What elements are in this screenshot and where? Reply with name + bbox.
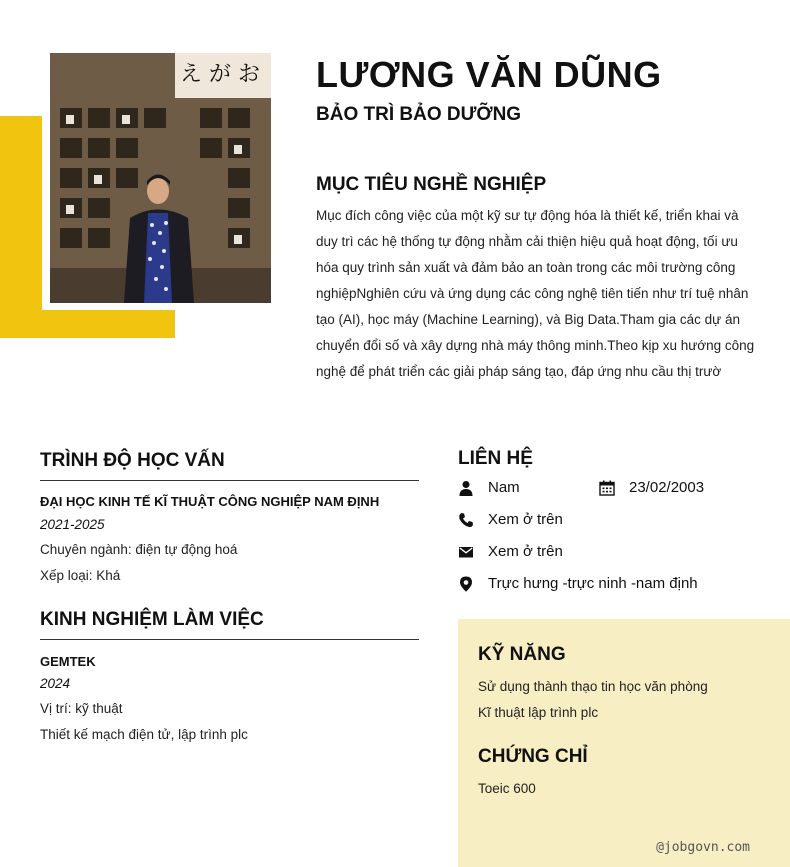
certificate-item: Toeic 600 bbox=[478, 781, 536, 796]
objective-heading: MỤC TIÊU NGHỀ NGHIỆP bbox=[316, 174, 547, 195]
contact-gender bbox=[458, 479, 520, 496]
email-value: Xem ở trên bbox=[488, 543, 563, 560]
address-value: Trực hưng -trực ninh -nam định bbox=[488, 575, 698, 592]
accent-bar-vertical bbox=[0, 116, 42, 338]
education-heading: TRÌNH ĐỘ HỌC VẤN bbox=[40, 450, 225, 471]
contact-phone bbox=[458, 511, 563, 528]
contact-address bbox=[458, 575, 698, 592]
birthday-value: 23/02/2003 bbox=[629, 479, 705, 496]
skill-item: Kĩ thuật lập trình plc bbox=[478, 705, 599, 720]
education-major: Chuyên ngành: điện tự động hoá bbox=[40, 542, 238, 557]
calendar-icon bbox=[599, 480, 615, 496]
accent-bar-horizontal bbox=[0, 310, 175, 338]
phone-icon bbox=[458, 512, 474, 528]
contact-birthday bbox=[599, 479, 704, 496]
experience-heading: KINH NGHIỆM LÀM VIỆC bbox=[40, 609, 264, 630]
experience-divider bbox=[40, 639, 419, 640]
location-pin-icon bbox=[458, 576, 474, 592]
svg-text:え が お: え が お bbox=[180, 62, 260, 87]
experience-year: 2024 bbox=[40, 676, 71, 691]
contact-heading: LIÊN HỆ bbox=[458, 448, 533, 469]
objective-text: Mục đích công việc của một kỹ sư tự động hóa là thiết kế, triển khai và duy trì các hệ thống tự động nhằm cải thiện hiệu quả hoạt động, tối ưu hóa quy trình sản xuất và đảm bảo an toàn trong các môi trường công nghiệpNghiên cứu và ứng dụng các công nghệ tiên tiến như trí tuệ nhân tạo (AI), học máy (Machine Learning), và Big Data.Tham gia các dự án chuyển đổi số và xây dựng nhà máy thông minh.Theo kịp xu hướng công nghệ để phát triển các giải pháp sáng tạo, đáp ứng nhu cầu thị trườ bbox=[316, 208, 755, 379]
education-years: 2021-2025 bbox=[40, 517, 105, 532]
person-icon bbox=[458, 480, 474, 496]
mail-icon bbox=[458, 544, 474, 560]
skills-heading: KỸ NĂNG bbox=[478, 644, 566, 665]
skills-panel bbox=[458, 619, 790, 867]
watermark: @jobgovn.com bbox=[656, 840, 750, 855]
experience-company: GEMTEK bbox=[40, 654, 96, 669]
phone-value: Xem ở trên bbox=[488, 511, 563, 528]
contact-email bbox=[458, 543, 563, 560]
candidate-name: LƯƠNG VĂN DŨNG bbox=[316, 54, 662, 95]
experience-description: Thiết kế mạch điện tử, lập trình plc bbox=[40, 727, 248, 742]
gender-value: Nam bbox=[488, 479, 520, 496]
profile-photo bbox=[50, 53, 271, 303]
education-rank: Xếp loại: Khá bbox=[40, 568, 121, 583]
job-title: BẢO TRÌ BẢO DƯỠNG bbox=[316, 104, 522, 125]
certificates-heading: CHỨNG CHỈ bbox=[478, 746, 588, 767]
experience-position: Vị trí: kỹ thuật bbox=[40, 701, 123, 716]
education-school: ĐẠI HỌC KINH TẾ KĨ THUẬT CÔNG NGHIỆP NAM ĐỊNH bbox=[40, 494, 380, 509]
education-divider bbox=[40, 480, 419, 481]
skill-item: Sử dụng thành thạo tin học văn phòng bbox=[478, 679, 708, 694]
